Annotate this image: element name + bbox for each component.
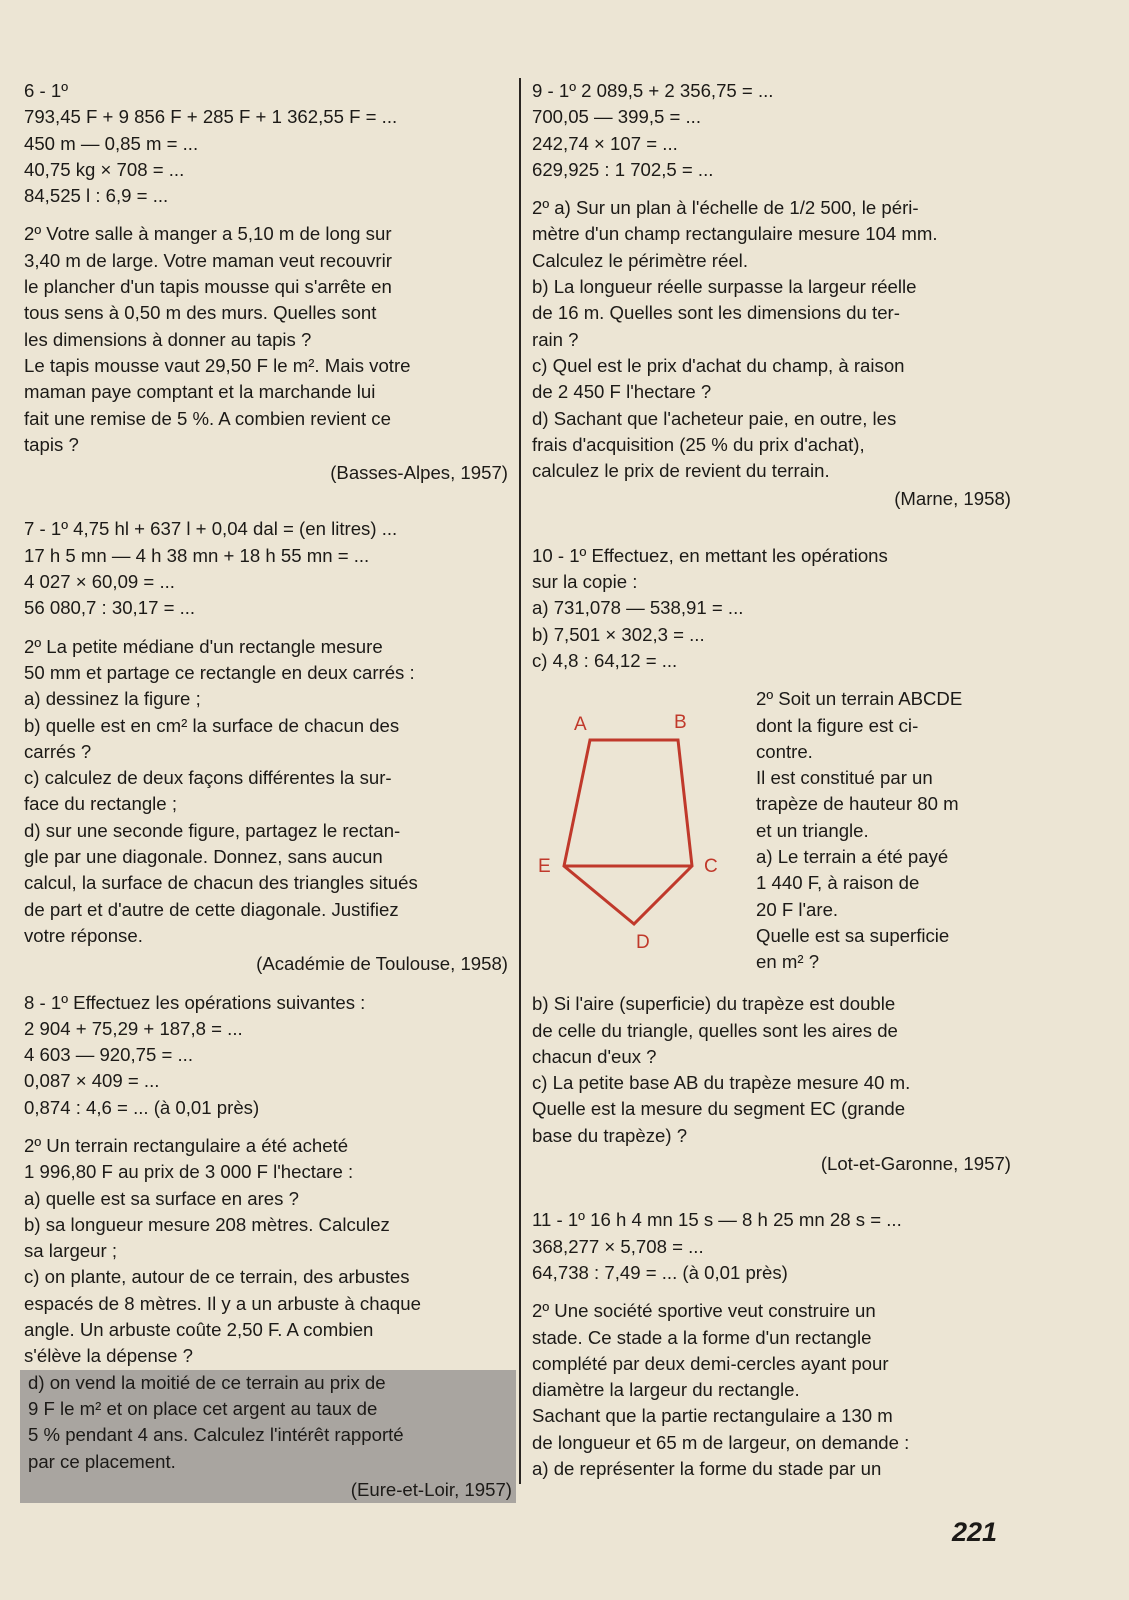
ex7-q1-line: 4 027 × 60,09 = ...	[24, 571, 175, 593]
ex10-figure-text	[756, 686, 1011, 975]
ex7-q2-line: c) calculez de deux façons différentes la sur-	[24, 767, 392, 789]
ex8-q2-line: a) quelle est sa surface en ares ?	[24, 1187, 299, 1209]
ex6-q1-line: 793,45 F + 9 856 F + 285 F + 1 362,55 F = ...	[24, 106, 398, 128]
ex7-q2-line: 2º La petite médiane d'un rectangle mesure	[24, 635, 383, 657]
ex9-q1-line: 9 - 1º 2 089,5 + 2 356,75 = ...	[532, 80, 774, 101]
ex6-q2-line: tous sens à 0,50 m des murs. Quelles sont	[24, 302, 377, 324]
ex11-q1-line: 64,738 : 7,49 = ... (à 0,01 près)	[532, 1261, 788, 1283]
ex7-q2-line: a) dessinez la figure ;	[24, 688, 201, 710]
ex8-q2-line: 2º Un terrain rectangulaire a été acheté	[24, 1134, 349, 1156]
ex6-q1-line: 40,75 kg × 708 = ...	[24, 158, 185, 180]
ex10-q2-line: de celle du triangle, quelles sont les aires de	[532, 1019, 898, 1041]
ex11-q2-line: Sachant que la partie rectangulaire a 130 m	[532, 1405, 893, 1427]
ex8-shaded-line: 9 F le m² et on place cet argent au taux de	[28, 1397, 378, 1419]
ex10-fig-line: trapèze de hauteur 80 m	[756, 793, 959, 815]
ex10-q2-line: b) Si l'aire (superficie) du trapèze est double	[532, 993, 896, 1015]
exercise-8	[24, 990, 512, 1504]
ex9-source: (Marne, 1958)	[894, 488, 1011, 510]
ex6-q2-line: les dimensions à donner au tapis ?	[24, 328, 312, 350]
ex10-fig-line: et un triangle.	[756, 819, 869, 841]
ex9-q2-line: de 2 450 F l'hectare ?	[532, 381, 712, 403]
ex9-q2-line: mètre d'un champ rectangulaire mesure 104 mm.	[532, 223, 938, 245]
ex7-q2-line: de part et d'autre de cette diagonale. Justifiez	[24, 898, 399, 920]
ex9-q2-line: de 16 m. Quelles sont les dimensions du ter-	[532, 302, 900, 324]
ex10-fig-line: 1 440 F, à raison de	[756, 872, 920, 894]
ex10-q1-line: a) 731,078 — 538,91 = ...	[532, 597, 744, 619]
ex8-shaded-line: 5 % pendant 4 ans. Calculez l'intérêt rapporté	[28, 1424, 404, 1446]
ex8-q2-line: c) on plante, autour de ce terrain, des arbustes	[24, 1266, 410, 1288]
ex10-source: (Lot-et-Garonne, 1957)	[820, 1153, 1011, 1175]
ex7-q2-line: d) sur une seconde figure, partagez le rectan-	[24, 819, 401, 841]
ex10-q1-line: c) 4,8 : 64,12 = ...	[532, 649, 678, 671]
ex8-q2-line: espacés de 8 mètres. Il y a un arbuste à chaque	[24, 1292, 421, 1314]
terrain-abcde-diagram	[544, 708, 744, 968]
ex11-q2-line: stade. Ce stade a la forme d'un rectangle	[532, 1326, 872, 1348]
exercise-6	[24, 78, 508, 486]
ex7-q2-line: votre réponse.	[24, 924, 143, 946]
vertex-label-a: A	[574, 714, 587, 736]
ex9-q2-line: calculez le prix de revient du terrain.	[532, 460, 830, 482]
exercise-10	[532, 543, 1011, 1178]
ex6-q2-line: 2º Votre salle à manger a 5,10 m de long sur	[24, 223, 392, 245]
exercise-6-part-1	[24, 78, 508, 209]
exercise-7	[24, 516, 508, 977]
ex6-q2-line: maman paye comptant et la marchande lui	[24, 381, 376, 403]
ex6-source: (Basses-Alpes, 1957)	[330, 462, 508, 484]
ex8-q1-line: 8 - 1º Effectuez les opérations suivantes :	[24, 991, 366, 1013]
ex10-q2-line: chacun d'eux ?	[532, 1045, 657, 1067]
ex8-source: (Eure-et-Loir, 1957)	[350, 1478, 512, 1500]
ex9-q2-line: c) Quel est le prix d'achat du champ, à raison	[532, 354, 905, 376]
ex8-q1-line: 2 904 + 75,29 + 187,8 = ...	[24, 1017, 243, 1039]
ex10-fig-line: 20 F l'are.	[756, 898, 839, 920]
ex8-q1-line: 0,874 : 4,6 = ... (à 0,01 près)	[24, 1096, 260, 1118]
exercise-9	[532, 78, 1011, 513]
ex10-q1-line: 10 - 1º Effectuez, en mettant les opérations	[532, 544, 888, 566]
right-column	[532, 78, 1011, 1482]
ex6-q2-line: le plancher d'un tapis mousse qui s'arrête en	[24, 276, 392, 298]
vertex-label-d: D	[636, 932, 650, 954]
terrain-figure	[538, 708, 744, 968]
ex6-q1-line: 84,525 l : 6,9 = ...	[24, 185, 169, 207]
ex9-q2-line: 2º a) Sur un plan à l'échelle de 1/2 500, le péri-	[532, 197, 919, 219]
ex6-q1-line: 6 - 1º	[24, 80, 68, 101]
exercise-11	[532, 1207, 1011, 1482]
ex11-q2-line: a) de représenter la forme du stade par un	[532, 1457, 882, 1479]
ex8-q2-line: angle. Un arbuste coûte 2,50 F. A combien	[24, 1319, 374, 1341]
ex10-figure-row	[532, 686, 1011, 991]
ex10-q1-line: sur la copie :	[532, 571, 638, 593]
ex6-q2-line: 3,40 m de large. Votre maman veut recouvrir	[24, 249, 392, 271]
vertex-label-b: B	[674, 712, 687, 734]
ex7-q2-line: calcul, la surface de chacun des triangles situés	[24, 872, 418, 894]
ex7-q1-line: 56 080,7 : 30,17 = ...	[24, 597, 196, 619]
ex10-q1-line: b) 7,501 × 302,3 = ...	[532, 623, 705, 645]
column-divider	[519, 78, 521, 1484]
ex11-q2-line: diamètre la largeur du rectangle.	[532, 1379, 800, 1401]
ex10-q2-line: base du trapèze) ?	[532, 1124, 688, 1146]
ex8-shaded-line: d) on vend la moitié de ce terrain au prix de	[28, 1371, 386, 1393]
ex10-fig-line: 2º Soit un terrain ABCDE	[756, 688, 963, 710]
ex9-q1-line: 629,925 : 1 702,5 = ...	[532, 158, 714, 180]
ex9-q1-line: 700,05 — 399,5 = ...	[532, 106, 702, 128]
vertex-label-c: C	[704, 856, 718, 878]
ex6-q2-line: tapis ?	[24, 433, 79, 455]
ex8-shaded-box	[20, 1370, 516, 1503]
ex8-shaded-line: par ce placement.	[28, 1450, 176, 1472]
ex7-q2-line: b) quelle est en cm² la surface de chacun des	[24, 714, 400, 736]
ex10-q2-line: c) La petite base AB du trapèze mesure 40 m.	[532, 1072, 911, 1094]
ex7-q2-line: face du rectangle ;	[24, 793, 177, 815]
ex10-fig-line: a) Le terrain a été payé	[756, 846, 949, 868]
ex8-q2-line: s'élève la dépense ?	[24, 1345, 193, 1367]
ex8-q2-line: sa largeur ;	[24, 1240, 118, 1262]
ex7-q1-line: 17 h 5 mn — 4 h 38 mn + 18 h 55 mn = ...	[24, 544, 370, 566]
ex11-q2-line: 2º Une société sportive veut construire un	[532, 1300, 876, 1322]
left-column	[24, 78, 512, 1503]
terrain-outline	[564, 740, 692, 924]
ex9-q2-line: frais d'acquisition (25 % du prix d'achat),	[532, 433, 865, 455]
ex6-q2-line: Le tapis mousse vaut 29,50 F le m². Mais votre	[24, 354, 411, 376]
ex11-q1-line: 11 - 1º 16 h 4 mn 15 s — 8 h 25 mn 28 s = ...	[532, 1209, 902, 1231]
ex7-source: (Académie de Toulouse, 1958)	[256, 953, 508, 975]
ex9-q1-line: 242,74 × 107 = ...	[532, 132, 678, 154]
ex7-q2-line: carrés ?	[24, 740, 92, 762]
ex9-q2-line: b) La longueur réelle surpasse la largeur réelle	[532, 276, 917, 298]
vertex-label-e: E	[538, 856, 551, 878]
ex9-q2-line: Calculez le périmètre réel.	[532, 249, 748, 271]
ex10-fig-line: contre.	[756, 740, 813, 762]
ex10-fig-line: dont la figure est ci-	[756, 714, 919, 736]
ex6-q1-line: 450 m — 0,85 m = ...	[24, 132, 199, 154]
ex10-fig-line: Quelle est sa superficie	[756, 924, 950, 946]
ex8-q2-line: 1 996,80 F au prix de 3 000 F l'hectare :	[24, 1161, 354, 1183]
ex6-q2-line: fait une remise de 5 %. A combien revient ce	[24, 407, 391, 429]
ex8-q1-line: 0,087 × 409 = ...	[24, 1070, 160, 1092]
ex7-q1-line: 7 - 1º 4,75 hl + 637 l + 0,04 dal = (en litres) ...	[24, 518, 398, 540]
ex11-q1-line: 368,277 × 5,708 = ...	[532, 1235, 704, 1257]
ex9-q2-line: rain ?	[532, 328, 579, 350]
exercise-6-part-2	[24, 221, 508, 458]
ex10-q2-line: Quelle est la mesure du segment EC (grande	[532, 1098, 906, 1120]
ex8-q1-line: 4 603 — 920,75 = ...	[24, 1044, 194, 1066]
ex11-q2-line: complété par deux demi-cercles ayant pour	[532, 1352, 889, 1374]
page-number: 221	[952, 1517, 998, 1547]
ex8-q2-line: b) sa longueur mesure 208 mètres. Calculez	[24, 1213, 390, 1235]
ex11-q2-line: de longueur et 65 m de largeur, on demande :	[532, 1431, 910, 1453]
ex9-q2-line: d) Sachant que l'acheteur paie, en outre, les	[532, 407, 897, 429]
ex10-fig-line: en m² ?	[756, 951, 820, 973]
ex10-fig-line: Il est constitué par un	[756, 767, 933, 789]
ex7-q2-line: gle par une diagonale. Donnez, sans aucun	[24, 846, 383, 868]
ex7-q2-line: 50 mm et partage ce rectangle en deux carrés :	[24, 661, 415, 683]
